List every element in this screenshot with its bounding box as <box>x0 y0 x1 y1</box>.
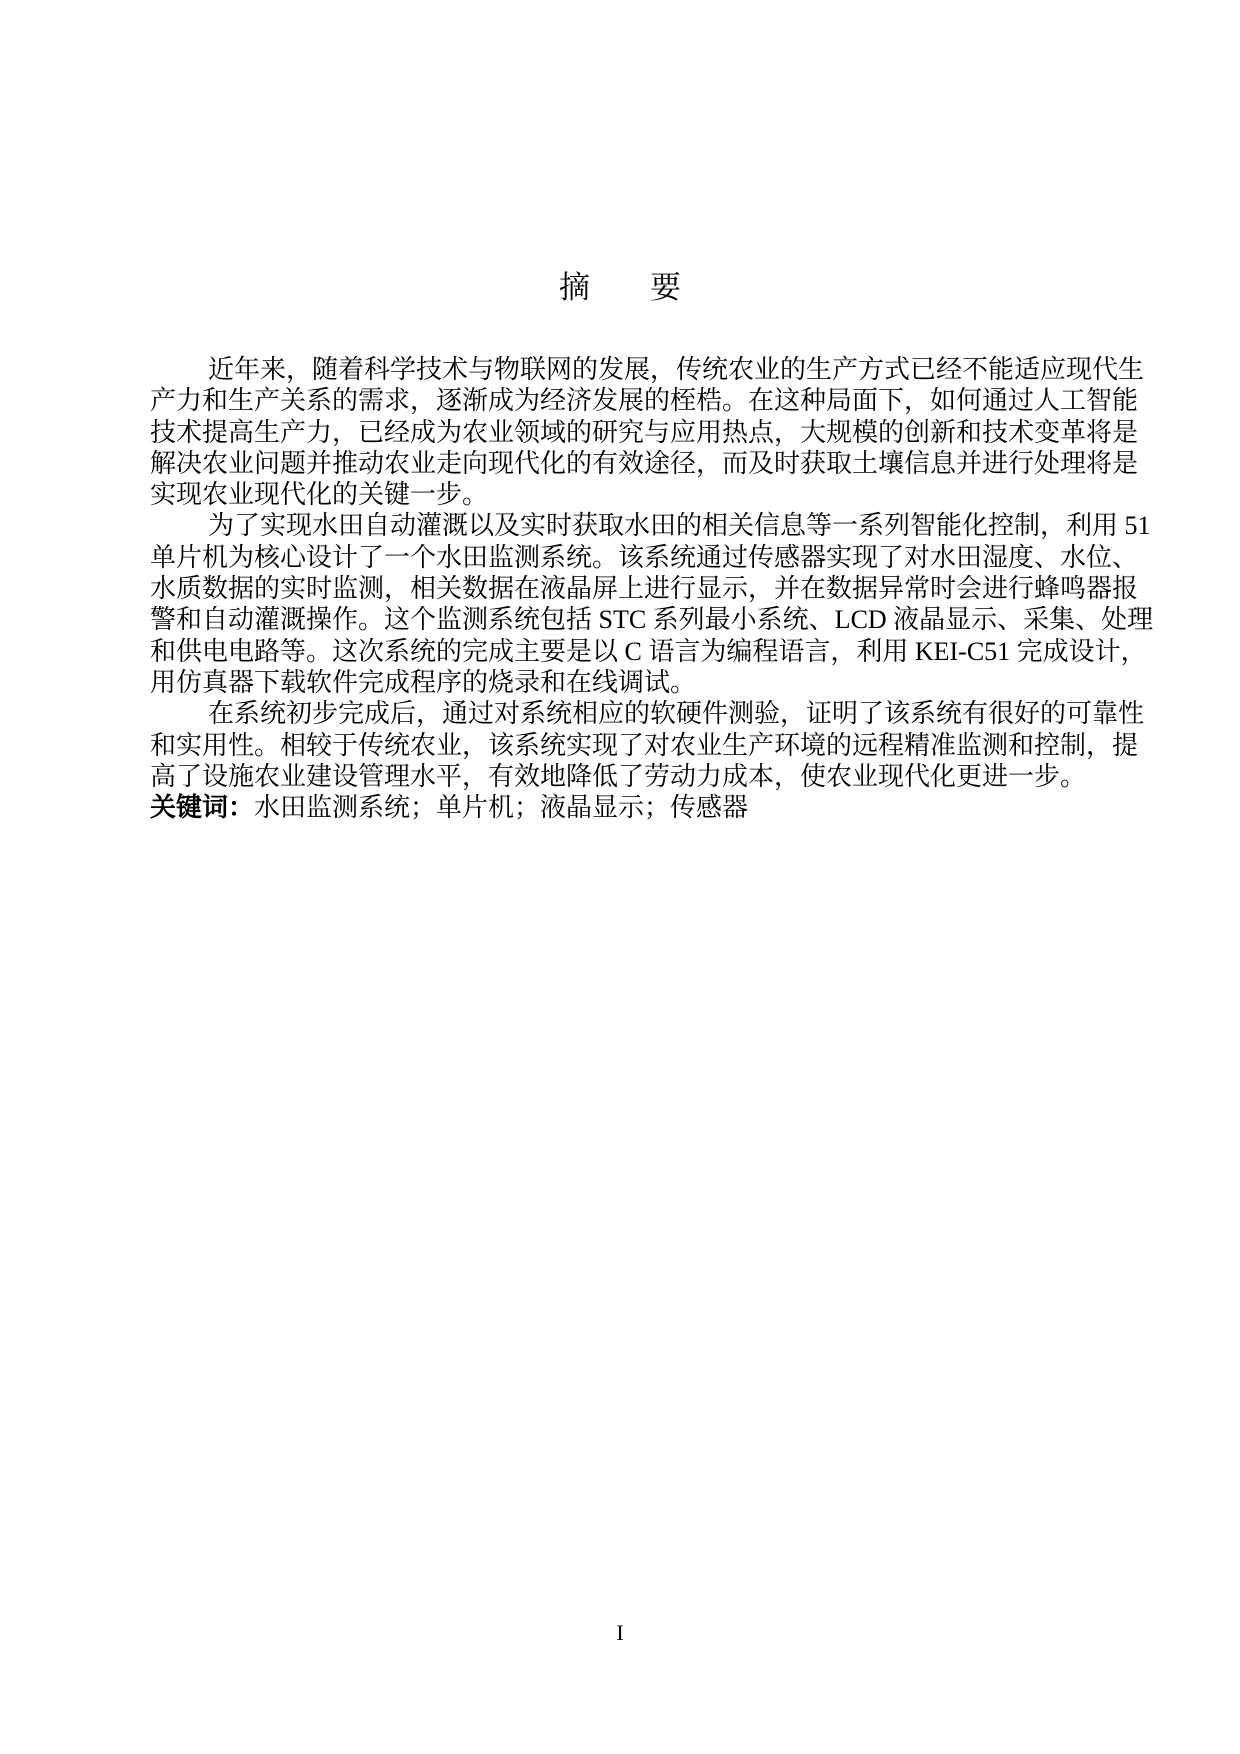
text-line: 实现农业现代化的关键一步。 <box>150 480 489 510</box>
keywords <box>150 792 1117 823</box>
keywords-label: 关键词： <box>150 792 255 823</box>
text-line: 解决农业问题并推动农业走向现代化的有效途径，而及时获取土壤信息并进行处理将是 <box>150 448 1139 478</box>
text-line: 单片机为核心设计了一个水田监测系统。该系统通过传感器实现了对水田湿度、水位、 <box>150 542 1139 572</box>
text-line: 产力和生产关系的需求，逐渐成为经济发展的桎梏。在这种局面下，如何通过人工智能 <box>150 386 1139 416</box>
text-line: 和供电电路等。这次系统的完成主要是以 C 语言为编程语言，利用 KEI-C51 完成设计， <box>150 636 1147 666</box>
text-line: 和实用性。相较于传统农业，该系统实现了对农业生产环境的远程精准监测和控制，提 <box>150 730 1139 760</box>
text-line: 近年来，随着科学技术与物联网的发展，传统农业的生产方式已经不能适应现代生 <box>208 355 1145 384</box>
abstract-title: 摘要 <box>559 270 741 305</box>
text-line: 用仿真器下载软件完成程序的烧录和在线调试。 <box>150 667 697 697</box>
paragraph-1 <box>150 354 1145 510</box>
abstract-body <box>150 354 1154 823</box>
paragraph-2 <box>150 510 1154 698</box>
text-line: 技术提高生产力，已经成为农业领域的研究与应用热点，大规模的创新和技术变革将是 <box>150 417 1139 447</box>
text-line: 高了设施农业建设管理水平，有效地降低了劳动力成本，使农业现代化更进一步。 <box>150 761 1087 791</box>
page-number: I <box>616 1620 624 1645</box>
text-line: 在系统初步完成后，通过对系统相应的软硬件测验，证明了该系统有很好的可靠性 <box>208 699 1145 729</box>
text-line: 警和自动灌溉操作。这个监测系统包括 STC 系列最小系统、LCD 液晶显示、采集、处理 <box>150 605 1154 635</box>
text-line: 为了实现水田自动灌溉以及实时获取水田的相关信息等一系列智能化控制，利用 51 <box>208 511 1151 541</box>
paragraph-3 <box>150 698 1145 792</box>
text-line: 水质数据的实时监测，相关数据在液晶屏上进行显示，并在数据异常时会进行蜂鸣器报 <box>150 574 1139 604</box>
keywords-text: 水田监测系统；单片机；液晶显示；传感器 <box>254 793 749 823</box>
